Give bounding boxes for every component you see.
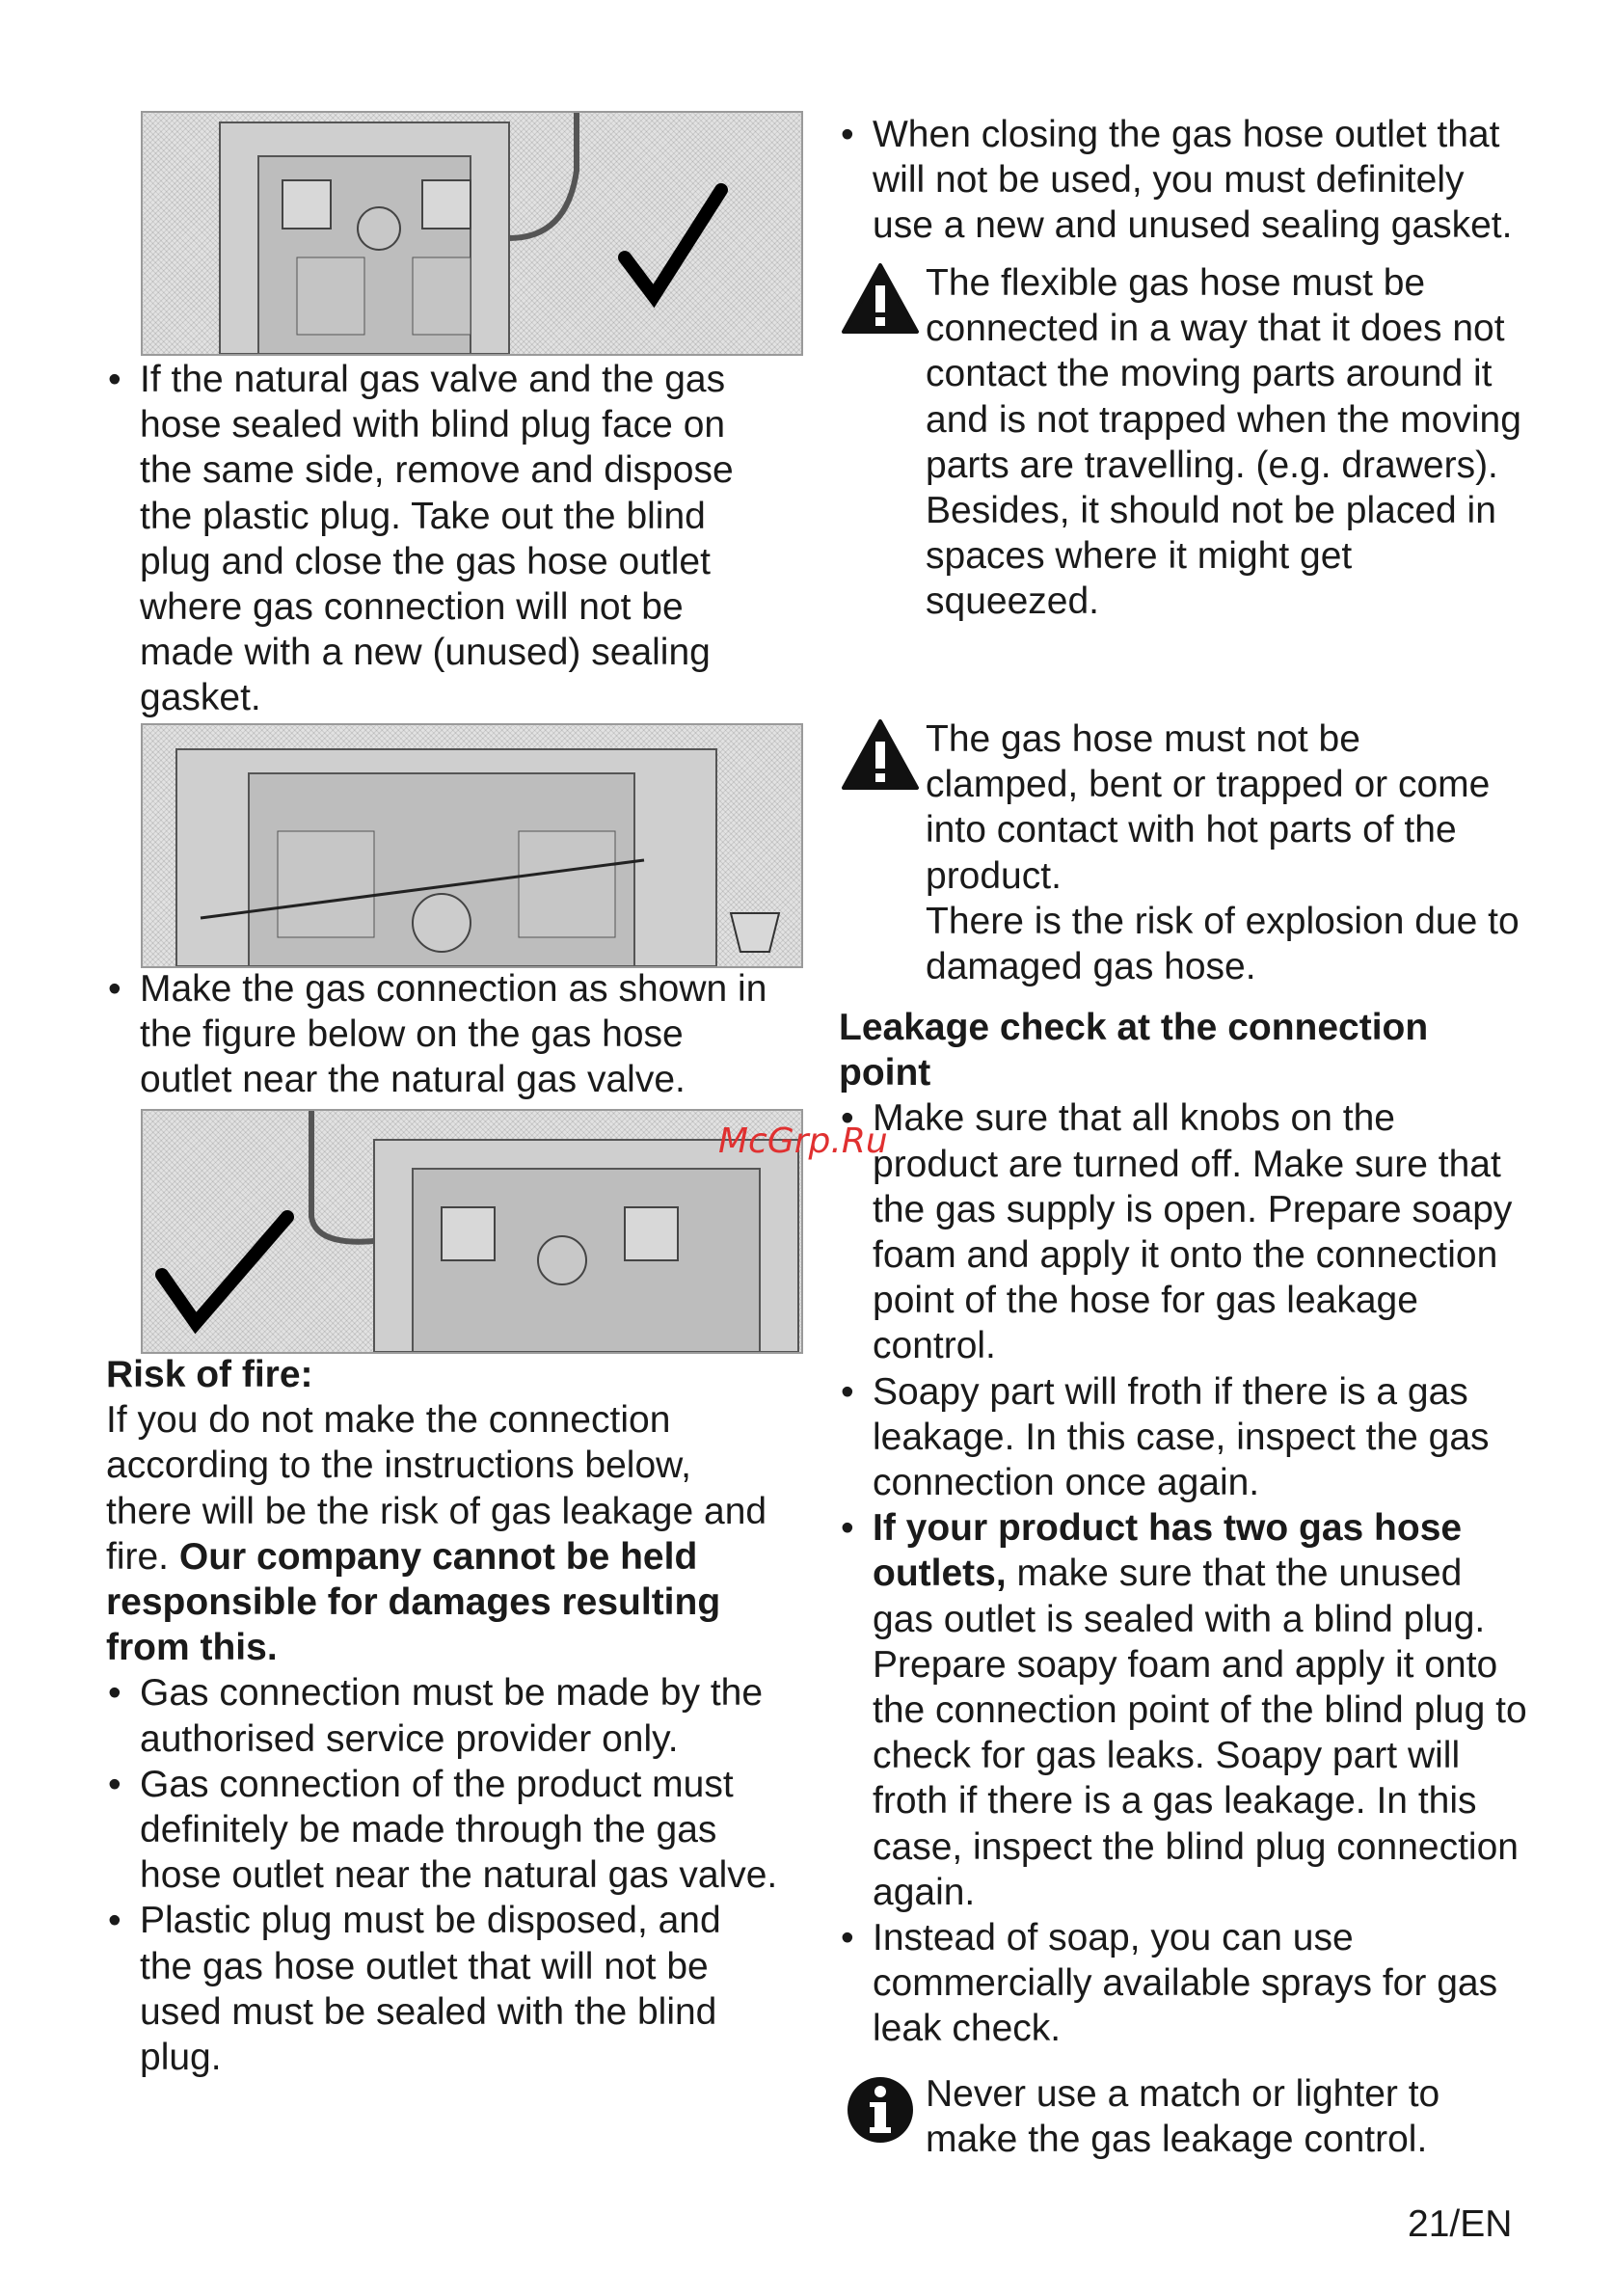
list-item: • Make the gas connection as shown in the figure below on the gas hose outlet near the natural gas valve.	[106, 966, 781, 1103]
risk-heading: Risk of fire:	[106, 1354, 313, 1395]
left-bullet-make-connection	[106, 966, 781, 1103]
list-item: • If your product has two gas hose outlets, make sure that the unused gas outlet is sealed with a blind plug. Prepare soapy foam and apply it onto the connection point of the blind plug to check for gas leaks. Soapy part will froth if there is a gas leakage. In this case, inspect the blind plug connection again.	[839, 1505, 1528, 1915]
risk-bullets	[106, 1670, 781, 2080]
page-number: 21/EN	[1408, 2203, 1513, 2245]
list-item: • Instead of soap, you can use commercially available sprays for gas leak check.	[839, 1915, 1528, 2052]
list-item: • Soapy part will froth if there is a gas leakage. In this case, inspect the gas connection once again.	[839, 1369, 1528, 1506]
figure-blind-plug-removal	[141, 723, 803, 968]
list-item: • Plastic plug must be disposed, and the gas hose outlet that will not be used must be sealed with the blind plug.	[106, 1898, 781, 2080]
warning-flexible-hose: The flexible gas hose must be connected in a way that it does not contact the moving parts around it and is not trapped when the moving parts are travelling. (e.g. drawers). Besides, it should not be placed in spaces where it might get squeezed.	[926, 262, 1521, 623]
leakage-bullets	[839, 1095, 1528, 2051]
warning-icon	[841, 262, 920, 335]
warning-hose-clamped: The gas hose must not be clamped, bent or trapped or come into contact with hot parts of the product. There is the risk of explosion due to damaged gas hose.	[926, 718, 1520, 988]
list-item: • If the natural gas valve and the gas hose sealed with blind plug face on the same side, remove and dispose the plastic plug. Take out the blind plug and close the gas hose outlet where gas connection will not be made with a new (unused) sealing gasket.	[106, 357, 781, 721]
info-note-match-lighter: Never use a match or lighter to make the gas leakage control.	[926, 2073, 1440, 2161]
list-item: • Gas connection must be made by the authorised service provider only.	[106, 1670, 781, 1761]
list-item: • When closing the gas hose outlet that will not be used, you must definitely use a new and unused sealing gasket.	[839, 112, 1523, 249]
figure-hose-connection-correct-1	[141, 111, 803, 356]
figure-hose-connection-correct-2	[141, 1109, 803, 1354]
risk-of-fire-section	[106, 1352, 781, 2080]
info-icon	[846, 2075, 915, 2145]
risk-paragraph: If you do not make the connection according to the instructions below, there will be the risk of gas leakage and fire. Our company cannot be held responsible for damages resulting from this.	[106, 1399, 767, 1669]
leakage-check-section	[839, 1005, 1528, 2052]
warning-icon	[841, 718, 920, 791]
left-bullet-natural-gas-valve	[106, 357, 781, 721]
watermark: McGrp.Ru	[718, 1121, 888, 1161]
list-item: • Gas connection of the product must definitely be made through the gas hose outlet near the natural gas valve.	[106, 1762, 781, 1899]
right-bullet-sealing-gasket	[839, 112, 1523, 249]
list-item: • Make sure that all knobs on the product are turned off. Make sure that the gas supply is open. Prepare soapy foam and apply it onto the connection point of the hose for gas leakage control.	[839, 1095, 1528, 1368]
leakage-heading: Leakage check at the connection point	[839, 1007, 1429, 1094]
